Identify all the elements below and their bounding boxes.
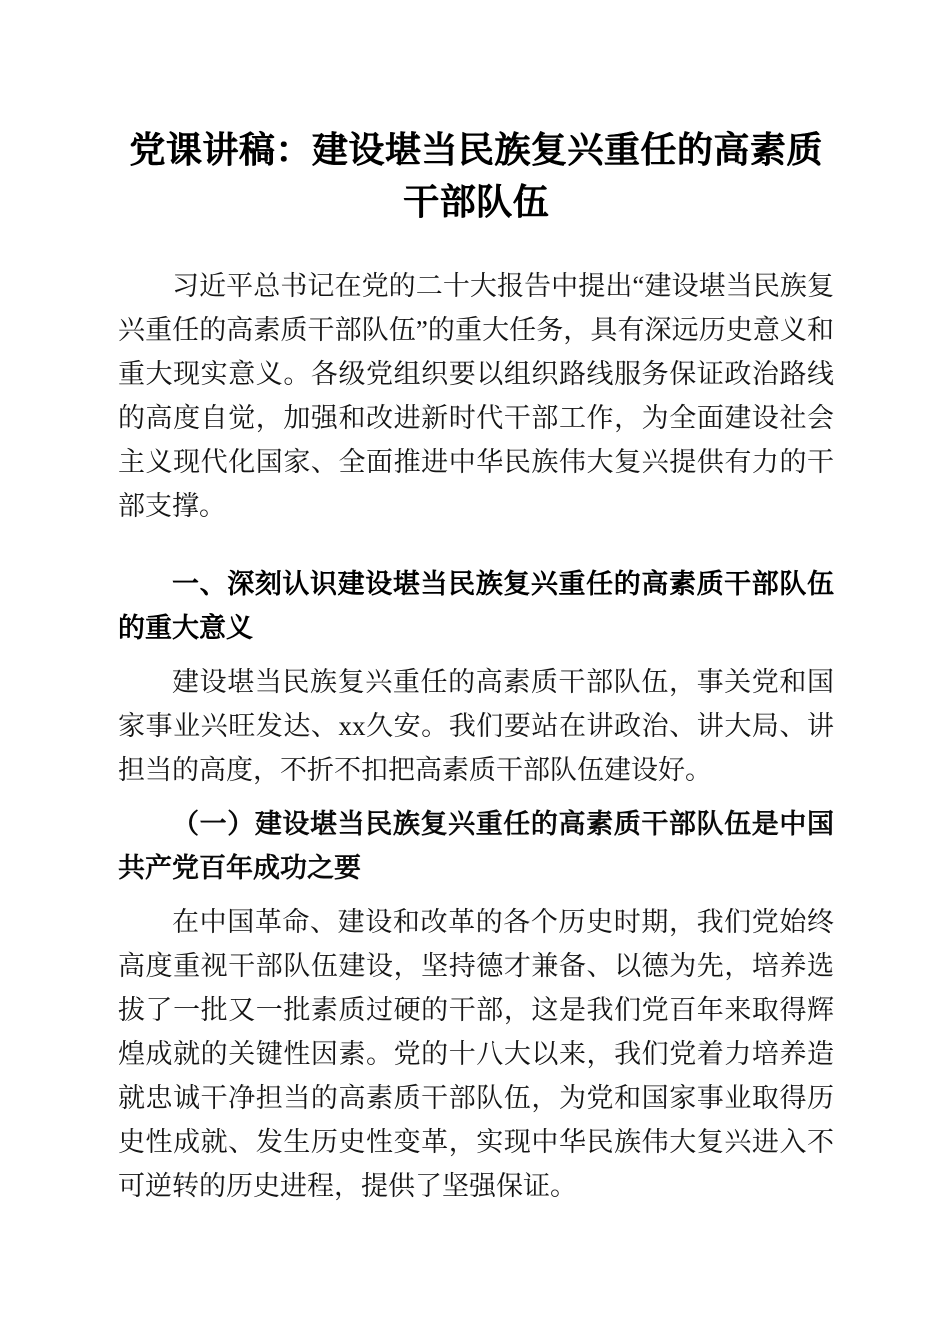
paragraph-subsection1-1-body: 在中国革命、建设和改革的各个历史时期，我们党始终高度重视干部队伍建设，坚持德才兼备、以德为先，培养选拔了一批又一批素质过硬的干部，这是我们党百年来取得辉煌成就的关键性因素。党的十八大以来，我们党着力培养造就忠诚干净担当的高素质干部队伍，为党和国家事业取得历史性成就、发生历史性变革，实现中华民族伟大复兴进入不可逆转的历史进程，提供了坚强保证。	[118, 907, 834, 1201]
section-heading-1: 一、深刻认识建设堪当民族复兴重任的高素质干部队伍的重大意义	[118, 569, 834, 643]
subsection-heading-1-1: （一）建设堪当民族复兴重任的高素质干部队伍是中国共产党百年成功之要	[118, 809, 834, 883]
page-title: 党课讲稿：建设堪当民族复兴重任的高素质干部队伍	[129, 130, 823, 222]
paragraph-intro: 习近平总书记在党的二十大报告中提出“建设堪当民族复兴重任的高素质干部队伍”的重大任务，具有深远历史意义和重大现实意义。各级党组织要以组织路线服务保证政治路线的高度自觉，加强和改进新时代干部工作，为全面建设社会主义现代化国家、全面推进中华民族伟大复兴提供有力的干部支撑。	[118, 271, 834, 521]
paragraph-section1-intro: 建设堪当民族复兴重任的高素质干部队伍，事关党和国家事业兴旺发达、xx久安。我们要站在讲政治、讲大局、讲担当的高度，不折不扣把高素质干部队伍建设好。	[118, 667, 834, 785]
document-body	[118, 0, 834, 1208]
